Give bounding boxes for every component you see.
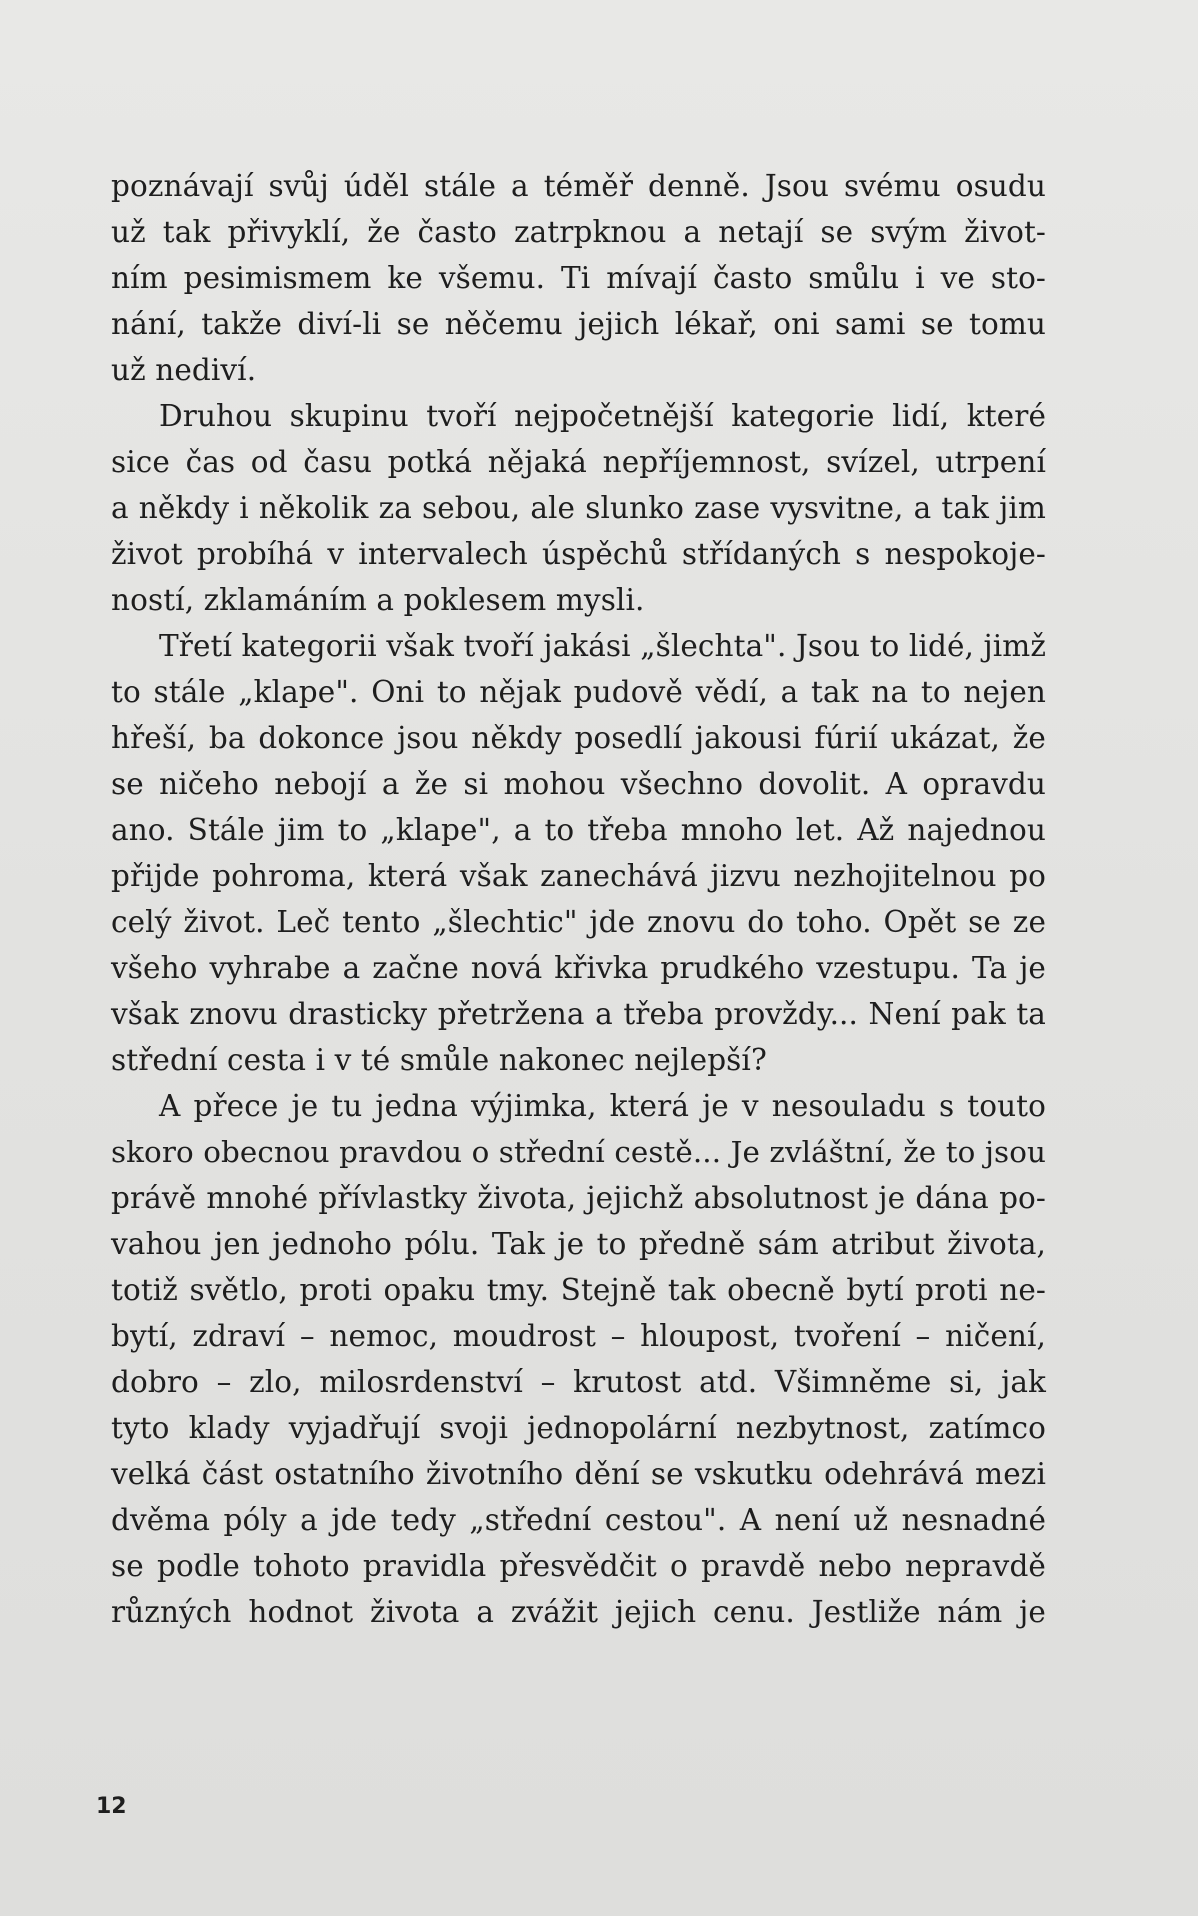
paragraph (111, 393, 1046, 623)
text-line: nání, takže diví-li se něčemu jejich lékař, oni sami se tomu (111, 307, 1046, 341)
text-line: přijde pohroma, která však zanechává jizvu nezhojitelnou po (111, 859, 1046, 893)
text-line: dobro – zlo, milosrdenství – krutost atd. Všimněme si, jak (111, 1365, 1046, 1399)
text-line: tyto klady vyjadřují svoji jednopolární nezbytnost, zatímco (111, 1411, 1046, 1445)
text-line: vahou jen jednoho pólu. Tak je to předně sám atribut života, (111, 1227, 1046, 1261)
text-line: hřeší, ba dokonce jsou někdy posedlí jakousi fúrií ukázat, že (111, 721, 1046, 755)
text-line: dvěma póly a jde tedy „střední cestou". A není už nesnadné (111, 1503, 1046, 1537)
paragraph (111, 163, 1046, 393)
text-line: různých hodnot života a zvážit jejich cenu. Jestliže nám je (111, 1595, 1046, 1629)
text-line: už tak přivyklí, že často zatrpknou a netají se svým život- (111, 215, 1046, 249)
text-line: život probíhá v intervalech úspěchů střídaných s nespokoje- (111, 537, 1046, 571)
text-line: to stále „klape". Oni to nějak pudově vědí, a tak na to nejen (111, 675, 1046, 709)
text-line: bytí, zdraví – nemoc, moudrost – hloupost, tvoření – ničení, (111, 1319, 1046, 1353)
text-line: A přece je tu jedna výjimka, která je v nesouladu s touto (159, 1089, 1046, 1123)
text-line: všeho vyhrabe a začne nová křivka prudkého vzestupu. Ta je (111, 951, 1046, 985)
text-line: poznávají svůj úděl stále a téměř denně. Jsou svému osudu (111, 169, 1046, 203)
text-line: se ničeho nebojí a že si mohou všechno dovolit. A opravdu (111, 767, 1046, 801)
text-line: skoro obecnou pravdou o střední cestě... Je zvláštní, že to jsou (111, 1135, 1046, 1169)
text-line: už nediví. (111, 353, 257, 387)
text-line: střední cesta i v té smůle nakonec nejlepší? (111, 1043, 767, 1077)
text-line: ností, zklamáním a poklesem mysli. (111, 583, 645, 617)
text-line: velká část ostatního životního dění se vskutku odehrává mezi (111, 1457, 1046, 1491)
text-line: a někdy i několik za sebou, ale slunko zase vysvitne, a tak jim (111, 491, 1046, 525)
text-line: Druhou skupinu tvoří nejpočetnější kategorie lidí, které (159, 399, 1046, 433)
paragraph (111, 623, 1046, 1083)
text-line: sice čas od času potká nějaká nepříjemnost, svízel, utrpení (111, 445, 1046, 479)
page-number: 12 (96, 1794, 127, 1819)
text-line: celý život. Leč tento „šlechtic" jde znovu do toho. Opět se ze (111, 905, 1046, 939)
text-line: však znovu drasticky přetržena a třeba provždy... Není pak ta (111, 997, 1046, 1031)
body-text (111, 163, 1046, 1635)
text-line: ním pesimismem ke všemu. Ti mívají často smůlu i ve sto- (111, 261, 1046, 295)
text-line: se podle tohoto pravidla přesvědčit o pravdě nebo nepravdě (111, 1549, 1046, 1583)
text-line: Třetí kategorii však tvoří jakási „šlechta". Jsou to lidé, jimž (159, 629, 1046, 663)
paragraph (111, 1083, 1046, 1635)
text-line: právě mnohé přívlastky života, jejichž absolutnost je dána po- (111, 1181, 1046, 1215)
text-line: ano. Stále jim to „klape", a to třeba mnoho let. Až najednou (111, 813, 1046, 847)
text-line: totiž světlo, proti opaku tmy. Stejně tak obecně bytí proti ne- (111, 1273, 1046, 1307)
